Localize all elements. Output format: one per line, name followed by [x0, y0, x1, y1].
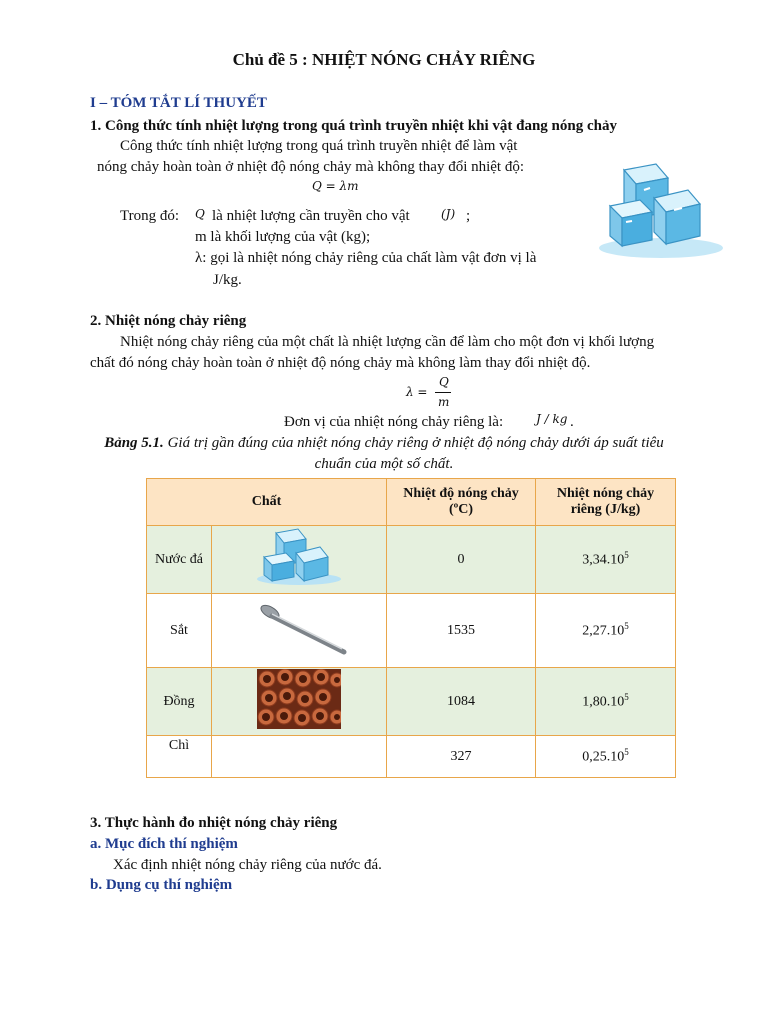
table-row — [147, 594, 676, 668]
section-heading-summary: I – TÓM TẮT LÍ THUYẾT — [90, 95, 267, 111]
heading-latent-heat: 2. Nhiệt nóng chảy riêng — [90, 313, 247, 329]
unit-sentence: Đơn vị của nhiệt nóng chảy riêng là: — [284, 414, 504, 430]
cell-substance-name: Sắt — [147, 594, 212, 668]
paragraph-definition-line1: Nhiệt nóng chảy riêng của một chất là nhiệt lượng cần để làm cho một đơn vị khối lượng — [120, 334, 655, 350]
paragraph-purpose: Xác định nhiệt nóng chảy riêng của nước đá. — [113, 857, 382, 873]
cell-image — [212, 736, 387, 778]
paragraph-formula-line1: Công thức tính nhiệt lượng trong quá trình truyền nhiệt để làm vật — [120, 138, 518, 154]
unit-value: J / kg — [536, 412, 568, 426]
page-title: Chủ đề 5 : NHIỆT NÓNG CHẢY RIÊNG — [232, 50, 536, 69]
fraction-bar — [435, 392, 451, 393]
cell-substance-name: Nước đá — [147, 526, 212, 594]
where-label: Trong đó: — [120, 208, 180, 224]
formula-lambda-lhs: λ = — [406, 385, 428, 399]
cell-melting-point: 1084 — [387, 668, 536, 736]
unit-end: . — [570, 414, 574, 430]
cell-melting-point: 327 — [387, 736, 536, 778]
subheading-equipment: b. Dụng cụ thí nghiệm — [90, 877, 233, 893]
header-melting-point: Nhiệt độ nóng chảy (ºC) — [387, 479, 536, 526]
cell-image — [212, 594, 387, 668]
heading-practice: 3. Thực hành đo nhiệt nóng chảy riêng — [90, 815, 338, 831]
heading-formula: 1. Công thức tính nhiệt lượng trong quá trình truyền nhiệt khi vật đang nóng chảy — [90, 118, 617, 134]
q-description: là nhiệt lượng cần truyền cho vật — [212, 208, 410, 224]
cell-melting-point: 1535 — [387, 594, 536, 668]
ice-cubes-illustration — [596, 160, 726, 262]
cell-melting-point: 0 — [387, 526, 536, 594]
m-description: m là khối lượng của vật (kg); — [195, 229, 371, 245]
header-substance: Chất — [147, 479, 387, 526]
table-row — [147, 526, 676, 594]
cell-image — [212, 668, 387, 736]
cell-latent-heat: 1,80.10$^5$ — [536, 668, 676, 736]
iron-nail-image — [244, 598, 354, 658]
lambda-description: λ: gọi là nhiệt nóng chảy riêng của chất làm vật đơn vị là — [195, 250, 537, 266]
cell-latent-heat: 0,25.10$^5$ — [536, 736, 676, 778]
cell-latent-heat: 2,27.10$^5$ — [536, 594, 676, 668]
table-row — [147, 668, 676, 736]
formula-q-lambda-m: Q = λm — [312, 179, 359, 193]
subheading-purpose: a. Mục đích thí nghiệm — [90, 836, 238, 852]
copper-pipes-image — [257, 669, 341, 729]
cell-latent-heat: 3,34.10$^5$ — [536, 526, 676, 594]
table-caption-text: Giá trị gần đúng của nhiệt nóng chảy riêng ở nhiệt độ nóng chảy dưới áp suất tiêu — [163, 435, 664, 451]
lambda-unit: J/kg. — [213, 272, 242, 288]
formula-numerator: Q — [439, 375, 449, 389]
table-caption-line2: chuẩn của một số chất. — [314, 456, 454, 472]
q-symbol: Q — [195, 207, 205, 221]
cell-substance-name: Đồng — [147, 668, 212, 736]
q-unit: (J) — [441, 207, 456, 221]
cell-image — [212, 526, 387, 594]
header-latent-heat: Nhiệt nóng chảy riêng (J/kg) — [536, 479, 676, 526]
paragraph-formula-line2: nóng chảy hoàn toàn ở nhiệt độ nóng chảy mà không thay đổi nhiệt độ: — [97, 159, 525, 175]
table-caption-line1 — [0, 435, 768, 452]
q-end: ; — [466, 208, 471, 224]
paragraph-definition-line2: chất đó nóng chảy hoàn toàn ở nhiệt độ nóng chảy mà không làm thay đổi nhiệt độ. — [90, 355, 591, 371]
table-caption-label: Bảng 5.1. — [104, 435, 164, 451]
latent-heat-table — [146, 478, 676, 778]
formula-denominator: m — [438, 395, 450, 409]
ice-cubes-image — [254, 527, 344, 587]
cell-substance-name: Chì — [147, 736, 212, 778]
table-row — [147, 736, 676, 778]
